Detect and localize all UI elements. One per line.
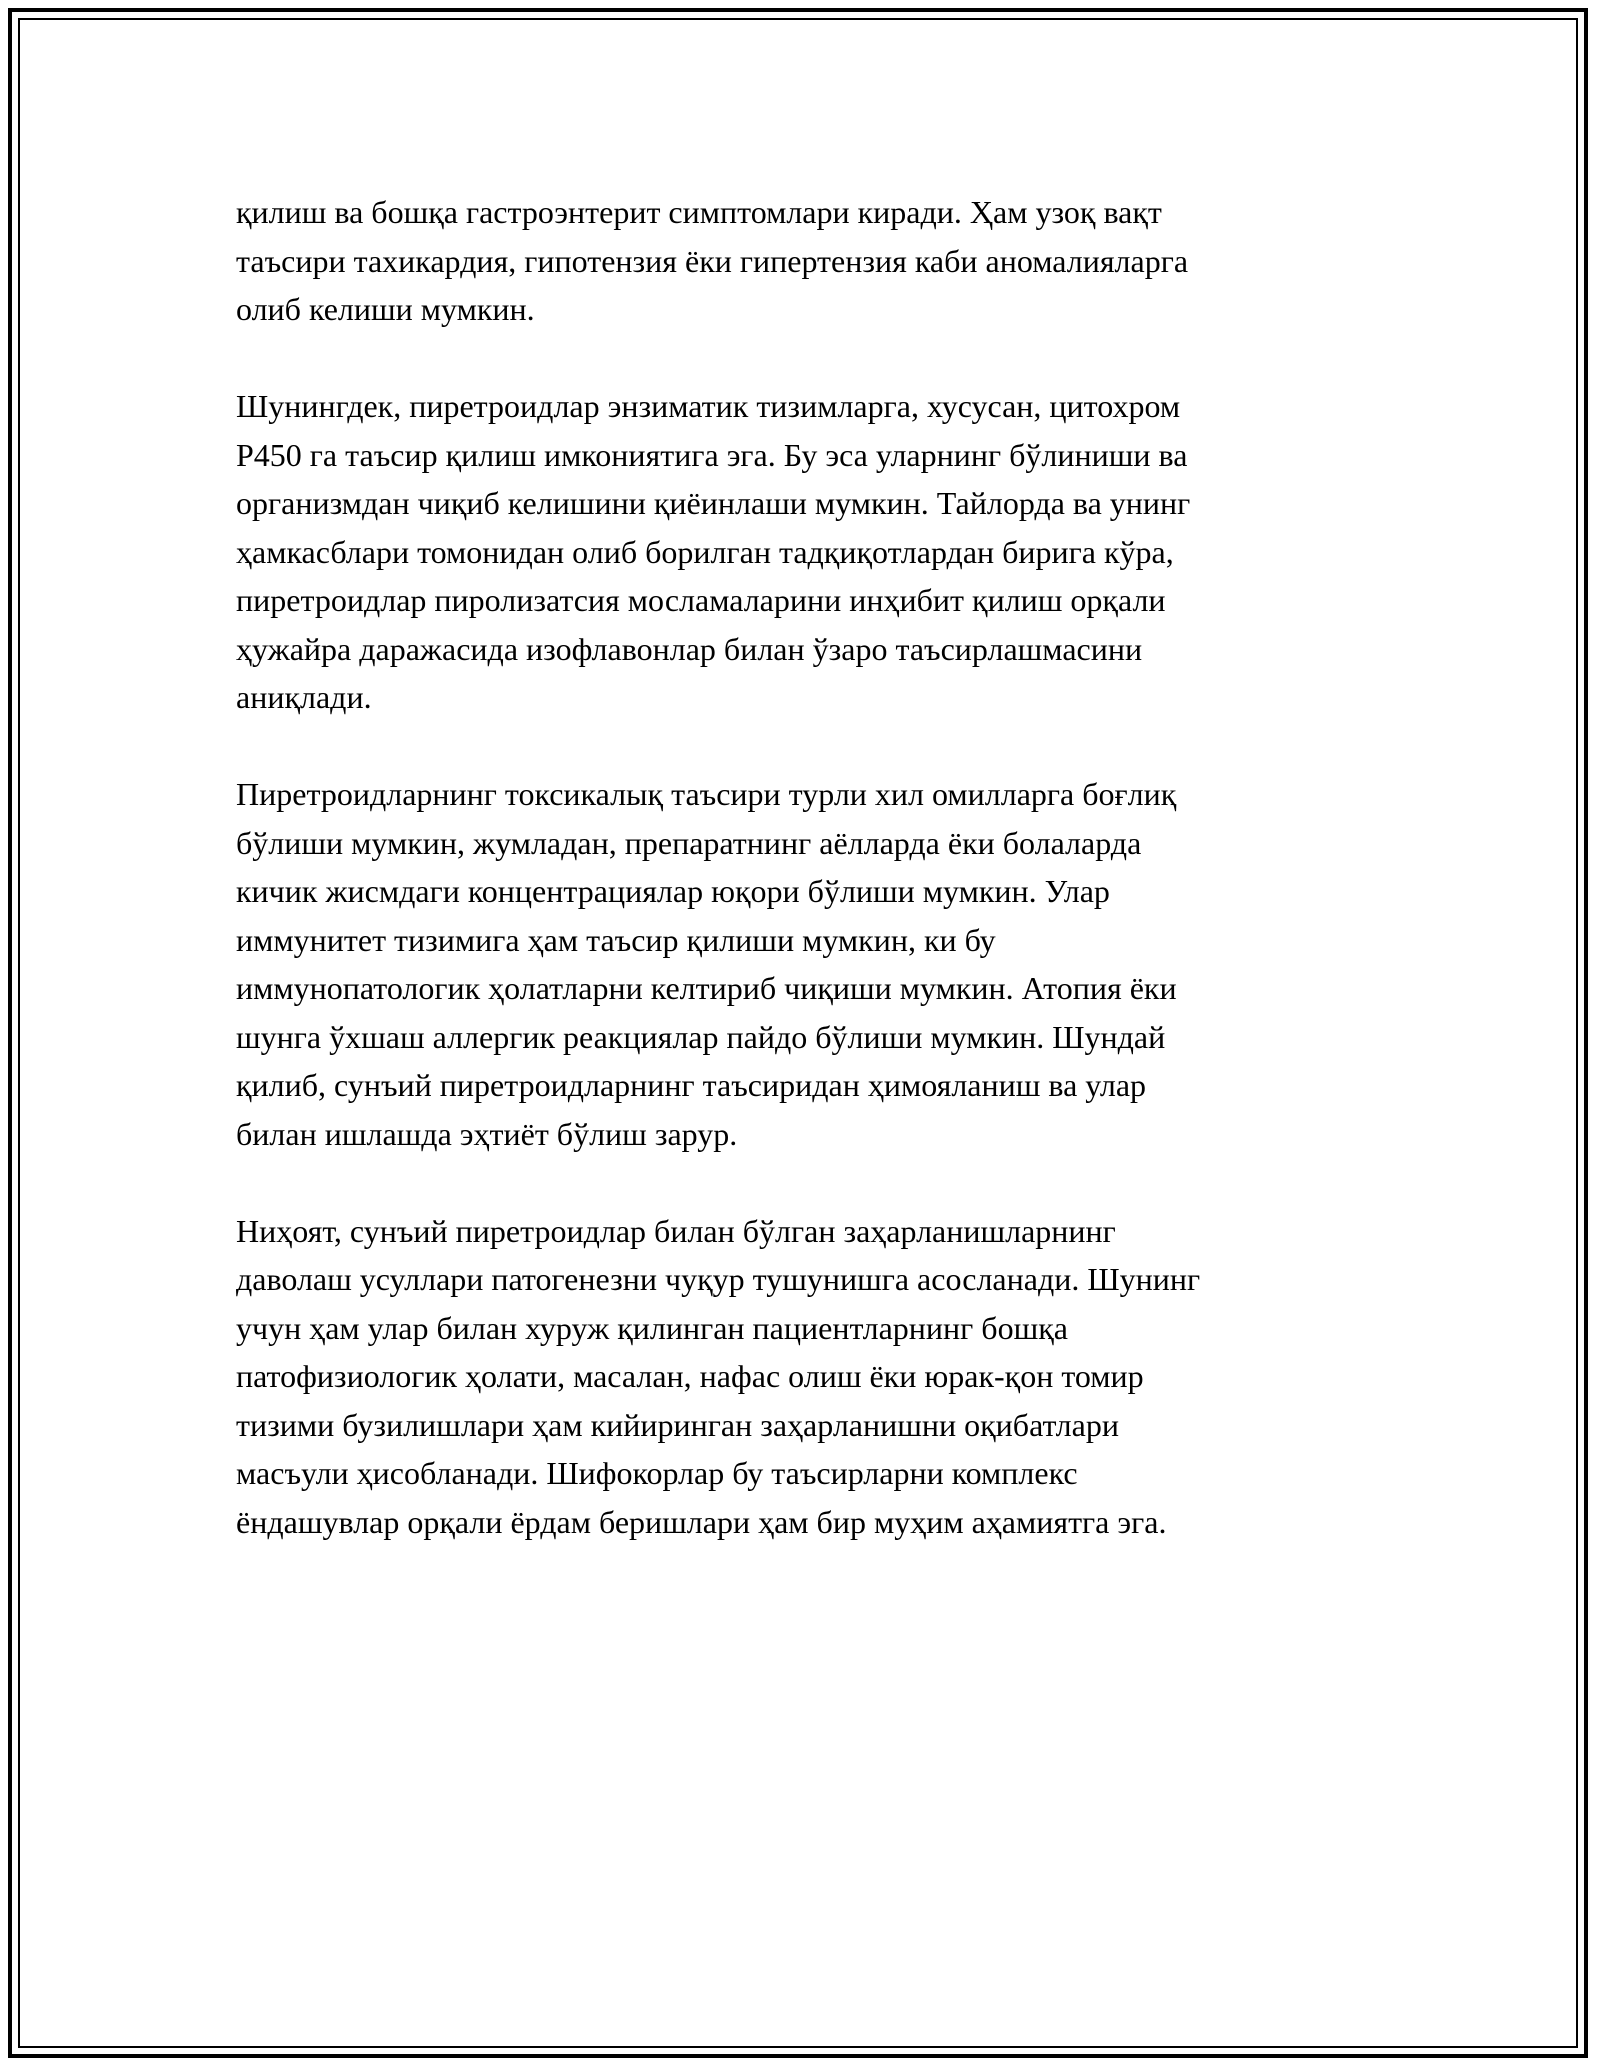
paragraph-4: Ниҳоят, сунъий пиретроидлар билан бўлган заҳарланишларнинг даволаш усуллари патогенезни чуқур тушунишга асосланади. Шунинг учун ҳам улар билан хуруж қилинган пациентларнинг бошқа патофизиологик ҳолати, масалан, нафас олиш ёки юрак-қон томир тизими бузилишлари ҳам кийиринган заҳарланишни оқибатлари масъули ҳисобланади. Шифокорлар бу таъсирларни комплекс ёндашувлар орқали ёрдам беришлари ҳам бир муҳим аҳамиятга эга. <box>236 1212 1201 1540</box>
paragraph-3: Пиретроидларнинг токсикалық таъсири турли хил омилларга боғлиқ бўлиши мумкин, жумладан, препаратнинг аёлларда ёки болаларда кичик жисмдаги концентрациялар юқори бўлиши мумкин. Улар иммунитет тизимига ҳам таъсир қилиши мумкин, ки бу иммунопатологик ҳолатларни келтириб чиқиши мумкин. Атопия ёки шунга ўхшаш аллергик реакциялар пайдо бўлиши мумкин. Шундай қилиб, сунъий пиретроидларнинг таъсиридан ҳимояланиш ва улар билан ишлашда эҳтиёт бўлиш зарур. <box>236 776 1177 1152</box>
document-body <box>236 188 1366 1595</box>
paragraph-2: Шунингдек, пиретроидлар энзиматик тизимларга, хусусан, цитохром P450 га таъсир қилиш имкониятига эга. Бу эса уларнинг бўлиниши ва организмдан чиқиб келишини қиёинлаши мумкин. Тайлорда ва унинг ҳамкасблари томонидан олиб борилган тадқиқотлардан бирига кўра, пиретроидлар пиролизатсия мосламаларини инҳибит қилиш орқали ҳужайра даражасида изофлавонлар билан ўзаро таъсирлашмасини аниқлади. <box>236 388 1191 715</box>
paragraph-1: қилиш ва бошқа гастроэнтерит симптомлари киради. Ҳам узоқ вақт таъсири тахикардия, гипотензия ёки гипертензия каби аномалияларга олиб келиши мумкин. <box>236 194 1189 327</box>
